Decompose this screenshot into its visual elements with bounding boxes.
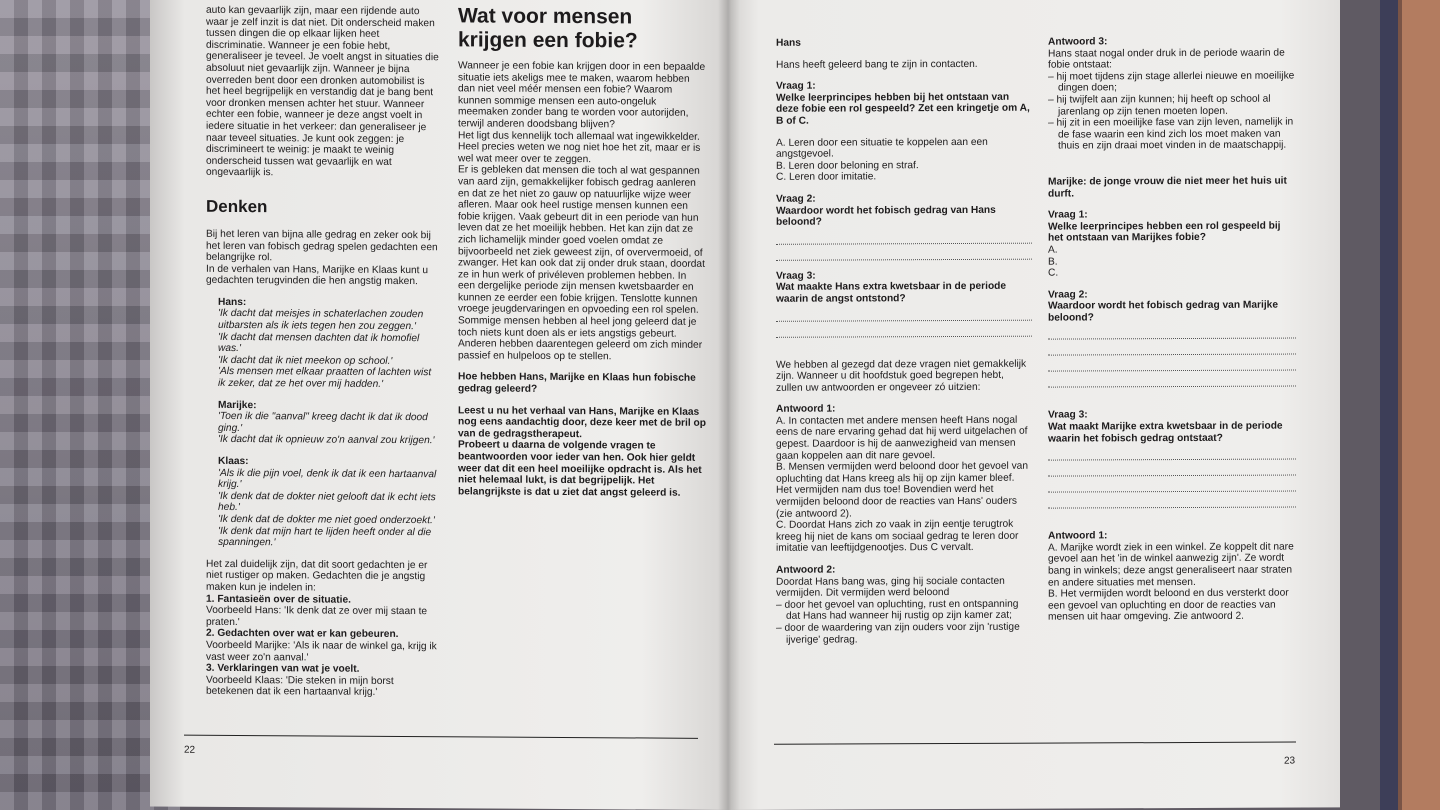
quote: 'Als mensen met elkaar praatten of lachten wist ik zeker, dat ze het over mij hadden.'	[218, 366, 432, 390]
answer-1	[776, 403, 1032, 555]
answer-3	[1048, 36, 1296, 153]
list-item-title: 1. Fantasieën over de situatie.	[206, 593, 351, 606]
hans-label: Hans:	[218, 296, 247, 308]
answer-label: Antwoord 3:	[1048, 36, 1108, 48]
col2-paragraph-1: Wanneer je een fobie kan krijgen door in een bepaalde situatie iets akeligs mee te maken, waarom hebben dan niet veel méér mensen een fobie? Waarom kunnen sommige mensen een auto-ongeluk meemaken zonder bang te worden voor autorijden, terwijl anderen doodsbang blijven?	[458, 60, 706, 131]
left-column-2	[458, 4, 706, 499]
answer-item: – hij zit in een moeilijke fase van zijn leven, namelijk in de fase waarin een kind zich los moet maken van thuis en zijn draai moet vinden in de maatschappij.	[1048, 116, 1294, 152]
question-text: Welke leerprincipes hebben bij het ontstaan van deze fobie een rol gespeeld? Zet een kringetje om A, B of C.	[776, 91, 1030, 127]
question-1	[776, 80, 1032, 184]
answer-label: Antwoord 1:	[776, 403, 836, 416]
col2-paragraph-2: Het ligt dus kennelijk toch allemaal wat ingewikkelder. Heel precies weten we nog niet hoe het zit, maar er is wel wat meer over te zeggen.	[458, 129, 701, 165]
question-label: Vraag 3:	[776, 270, 816, 282]
answer-line[interactable]	[1048, 339, 1296, 356]
answer-line[interactable]	[1048, 444, 1296, 461]
option-b: B. Leren door beloning en straf.	[776, 159, 919, 172]
said-paragraph: We hebben al gezegd dat deze vragen niet gemakkelijk zijn. Wanneer u dit hoofdstuk goed begrepen hebt, zullen uw antwoorden er ongeveer zó uitzien:	[776, 358, 1027, 394]
answer-line[interactable]	[776, 227, 1032, 244]
answer-item: C. Doordat Hans zich zo vaak in zijn eentje terugtrok kreeg hij niet de kans om sociaal gedrag te leren door imitatie van leeftijdgenootjes. Dus C vervalt.	[776, 518, 1019, 555]
question-label: Vraag 3:	[1048, 409, 1088, 422]
page-number: 23	[1284, 755, 1296, 767]
page-number: 22	[184, 744, 196, 756]
background-wood	[1380, 0, 1440, 810]
right-column-2	[1048, 36, 1296, 624]
clear-paragraph: Het zal duidelijk zijn, dat dit soort gedachten je er niet rustiger op maken. Gedachten die je angstig maken kun je indelen in:	[206, 558, 428, 594]
klaas-quotes	[206, 456, 440, 550]
answer-item: – door het gevoel van opluchting, rust en ontspanning dat Hans had wanneer hij rustig op zijn kamer zat;	[776, 598, 1019, 623]
answer-line[interactable]	[776, 320, 1032, 337]
col2-paragraph-3: Er is gebleken dat mensen die toch al wat gespannen van aard zijn, gemakkelijker fobisch gedrag aanleren en dat ze het niet zo gauw op natuurlijke wijze weer afleren. Maar ook heel rustige mensen kunnen een fobie krijgen. Vaak gebeurt dit in een periode van hun leven dat ze het moeilijk hebben. Het kan zijn dat ze zich lichamelijk minder goed voelen omdat ze bijvoorbeeld net ziek geweest zijn, of oververmoeid, of zwanger. Het kan ook dat zij onder druk staan, doordat ze in hun werk of privéleven problemen hebben. In een dergelijke periode zijn mensen kwetsbaarder en kunnen ze eerder een fobie krijgen. Tenslotte kunnen vroege jeugdervaringen en opvoeding een rol spelen. Sommige mensen hebben al heel jong geleerd dat je toch niets kunt doen als er iets angstigs gebeurt. Anderen hebben daarentegen geleerd om zich minder passief en hulpeloos op te stellen.	[458, 164, 705, 363]
answer-line[interactable]	[776, 304, 1032, 321]
question-text: Waardoor wordt het fobisch gedrag van Marijke beloond?	[1048, 299, 1279, 324]
answer-label: Antwoord 1:	[1048, 530, 1108, 542]
option-c: C. Leren door imitatie.	[776, 171, 877, 184]
col2-question: Hoe hebben Hans, Marijke en Klaas hun fobische gedrag geleerd?	[458, 371, 696, 395]
question-text: Wat maakt Marijke extra kwetsbaar in de periode waarin het fobisch gedrag ontstaat?	[1048, 420, 1283, 445]
marijke-answer-1	[1048, 530, 1296, 624]
footer-rule	[774, 742, 1296, 745]
list-item-text: Voorbeeld Hans: 'Ik denk dat ze over mij staan te praten.'	[206, 604, 428, 628]
marijke-question-2	[1048, 288, 1296, 388]
marijke-label: Marijke:	[218, 399, 257, 411]
answer-item: A. Marijke wordt ziek in een winkel. Ze koppelt dit nare gevoel aan het 'in de winkel aanwezig zijn'. Ze wordt bang in winkels; deze angst generaliseert naar straten en andere situaties met mensen.	[1048, 541, 1294, 589]
marijke-question-1	[1048, 209, 1296, 280]
quote: 'Ik dacht dat meisjes in schaterlachen zouden uitbarsten als ik iets tegen hen zou zeggen.'	[218, 308, 424, 333]
denken-paragraph-2: In de verhalen van Hans, Marijke en Klaas kunt u gedachten terugvinden die hen angstig maken.	[206, 263, 428, 288]
option-a: A. Leren door een situatie te koppelen aan een angstgevoel.	[776, 136, 988, 160]
quote: 'Toen ik die "aanval" kreeg dacht ik dat ik dood ging.'	[218, 411, 428, 434]
marijke-question-3	[1048, 409, 1296, 509]
question-text: Waardoor wordt het fobisch gedrag van Hans beloond?	[776, 204, 996, 228]
question-text: Wat maakte Hans extra kwetsbaar in de periode waarin de angst ontstond?	[776, 281, 1007, 305]
answer-text: Hans staat nogal onder druk in de periode waarin de fobie ontstaat:	[1048, 47, 1285, 71]
col2-instruction-2: Probeert u daarna de volgende vragen te beantwoorden voor ieder van hen. Ook hier geldt weer dat dit een heel moeilijke opdracht is. Als het niet helemaal lukt, is dat begrijpelijk. Het belangrijkste is dat u ziet dat angst geleerd is.	[458, 439, 702, 499]
left-column-1	[206, 5, 440, 699]
answer-item: B. Het vermijden wordt beloond en dus versterkt door een gevoel van opluchting en door de reacties van mensen uit haar omgeving. Zie antwoord 2.	[1048, 587, 1289, 624]
quote: 'Ik dacht dat ik opnieuw zo'n aanval zou krijgen.'	[218, 434, 435, 447]
quote: 'Ik dacht dat ik niet meekon op school.'	[218, 354, 393, 367]
right-page	[728, 0, 1340, 810]
intro-paragraph: auto kan gevaarlijk zijn, maar een rijdende auto waar je zelf inzit is dat niet. Dit onderscheid maken tussen dingen die op elkaar lijken heet discriminatie. Wanneer je een fobie hebt, generaliseer je teveel. Je voelt angst in situaties die absoluut niet gevaarlijk zijn. Wanneer je bijna overreden bent door een dronken automobilist is het heel begrijpelijk en verstandig dat je bang bent voor dronken mensen achter het stuur. Wanneer echter een fobie, wanneer je deze angst voelt in iedere situatie in het verkeer: dan generaliseer je naar teveel situaties. Je kunt ook zeggen: je discrimineert te weinig: je maakt te weinig onderscheid tussen wat gevaarlijk en wat ongevaarlijk is.	[206, 4, 439, 179]
hans-quotes	[206, 297, 440, 391]
question-2	[776, 193, 1032, 261]
quote: 'Ik denk dat mijn hart te lijden heeft onder al die spanningen.'	[218, 525, 432, 549]
option-b: B.	[1048, 256, 1058, 268]
denken-paragraph-1: Bij het leren van bijna alle gedrag en zeker ook bij het leren van fobisch gedrag spelen gedachten een belangrijke rol.	[206, 228, 438, 264]
list-item-text: Voorbeeld Klaas: 'Die steken in mijn borst betekenen dat ik een hartaanval krijg.'	[206, 674, 394, 699]
hans-intro: Hans heeft geleerd bang te zijn in contacten.	[776, 58, 978, 71]
answer-text: Doordat Hans bang was, ging hij sociale contacten vermijden. Dit vermijden werd beloond	[776, 575, 1005, 599]
answer-item: – door de waardering van zijn ouders voor zijn 'rustige ijverige' gedrag.	[776, 621, 1020, 646]
marijke-heading: Marijke: de jonge vrouw die niet meer het huis uit durft.	[1048, 175, 1287, 200]
option-a: A.	[1048, 244, 1058, 256]
section-title: Wat voor mensen krijgen een fobie?	[458, 4, 638, 53]
denken-heading: Denken	[206, 196, 268, 217]
answer-item: A. In contacten met andere mensen heeft Hans nogal eens de nare ervaring gehad dat hij werd uitgelachen of gepest. Daardoor is hij de aanwezigheid van mensen gaan koppelen aan dit nare gevoel.	[776, 414, 1028, 462]
quote: 'Ik denk dat de dokter niet gelooft dat ik echt iets heb.'	[218, 490, 436, 514]
thought-list	[206, 593, 440, 699]
answer-line[interactable]	[1048, 476, 1296, 493]
footer-rule	[184, 735, 698, 739]
answer-line[interactable]	[1048, 371, 1296, 388]
book-gutter	[718, 0, 740, 810]
marijke-quotes	[206, 399, 440, 447]
answer-line[interactable]	[1048, 492, 1296, 509]
answer-line[interactable]	[1048, 460, 1296, 477]
question-label: Vraag 2:	[776, 193, 816, 205]
quote: 'Als ik die pijn voel, denk ik dat ik een hartaanval krijg.'	[218, 467, 437, 491]
list-item-title: 3. Verklaringen van wat je voelt.	[206, 662, 360, 675]
list-item-text: Voorbeeld Marijke: 'Als ik naar de winkel ga, krijg ik vast weer zo'n aanval.'	[206, 639, 437, 663]
question-label: Vraag 1:	[776, 80, 816, 92]
col2-instruction-1: Leest u nu het verhaal van Hans, Marijke en Klaas nog eens aandachtig door, deze keer met de bril op van de gedragstherapeut.	[458, 404, 706, 440]
left-page	[150, 0, 728, 810]
question-3	[776, 269, 1032, 337]
hans-heading: Hans	[776, 37, 801, 49]
answer-line[interactable]	[776, 243, 1032, 260]
answer-item: B. Mensen vermijden werd beloond door het gevoel van opluchting dat Hans kreeg als hij op zijn kamer bleef. Het vermijden nam dus toe! Bovendien werd het vermijden beloond door de reacties van Hans' ouders (zie antwoord 2).	[776, 460, 1029, 520]
klaas-label: Klaas:	[218, 455, 249, 468]
quote: 'Ik denk dat de dokter me niet goed onderzoekt.'	[218, 513, 435, 527]
answer-2	[776, 564, 1032, 646]
question-label: Vraag 1:	[1048, 209, 1088, 221]
question-label: Vraag 2:	[1048, 289, 1088, 301]
list-item-title: 2. Gedachten over wat er kan gebeuren.	[206, 628, 399, 641]
quote: 'Ik dacht dat mensen dachten dat ik homofiel was.'	[218, 331, 420, 355]
answer-label: Antwoord 2:	[776, 564, 836, 576]
option-c: C.	[1048, 267, 1059, 279]
answer-item: – hij moet tijdens zijn stage allerlei nieuwe en moeilijke dingen doen;	[1048, 70, 1295, 94]
answer-line[interactable]	[1048, 355, 1296, 372]
answer-line[interactable]	[1048, 323, 1296, 340]
answer-item: – hij twijfelt aan zijn kunnen; hij heeft op school al jarenlang op zijn tenen moeten lopen.	[1048, 93, 1271, 118]
question-text: Welke leerprincipes hebben een rol gespeeld bij het ontstaan van Marijkes fobie?	[1048, 220, 1281, 244]
right-column-1	[776, 37, 1032, 646]
